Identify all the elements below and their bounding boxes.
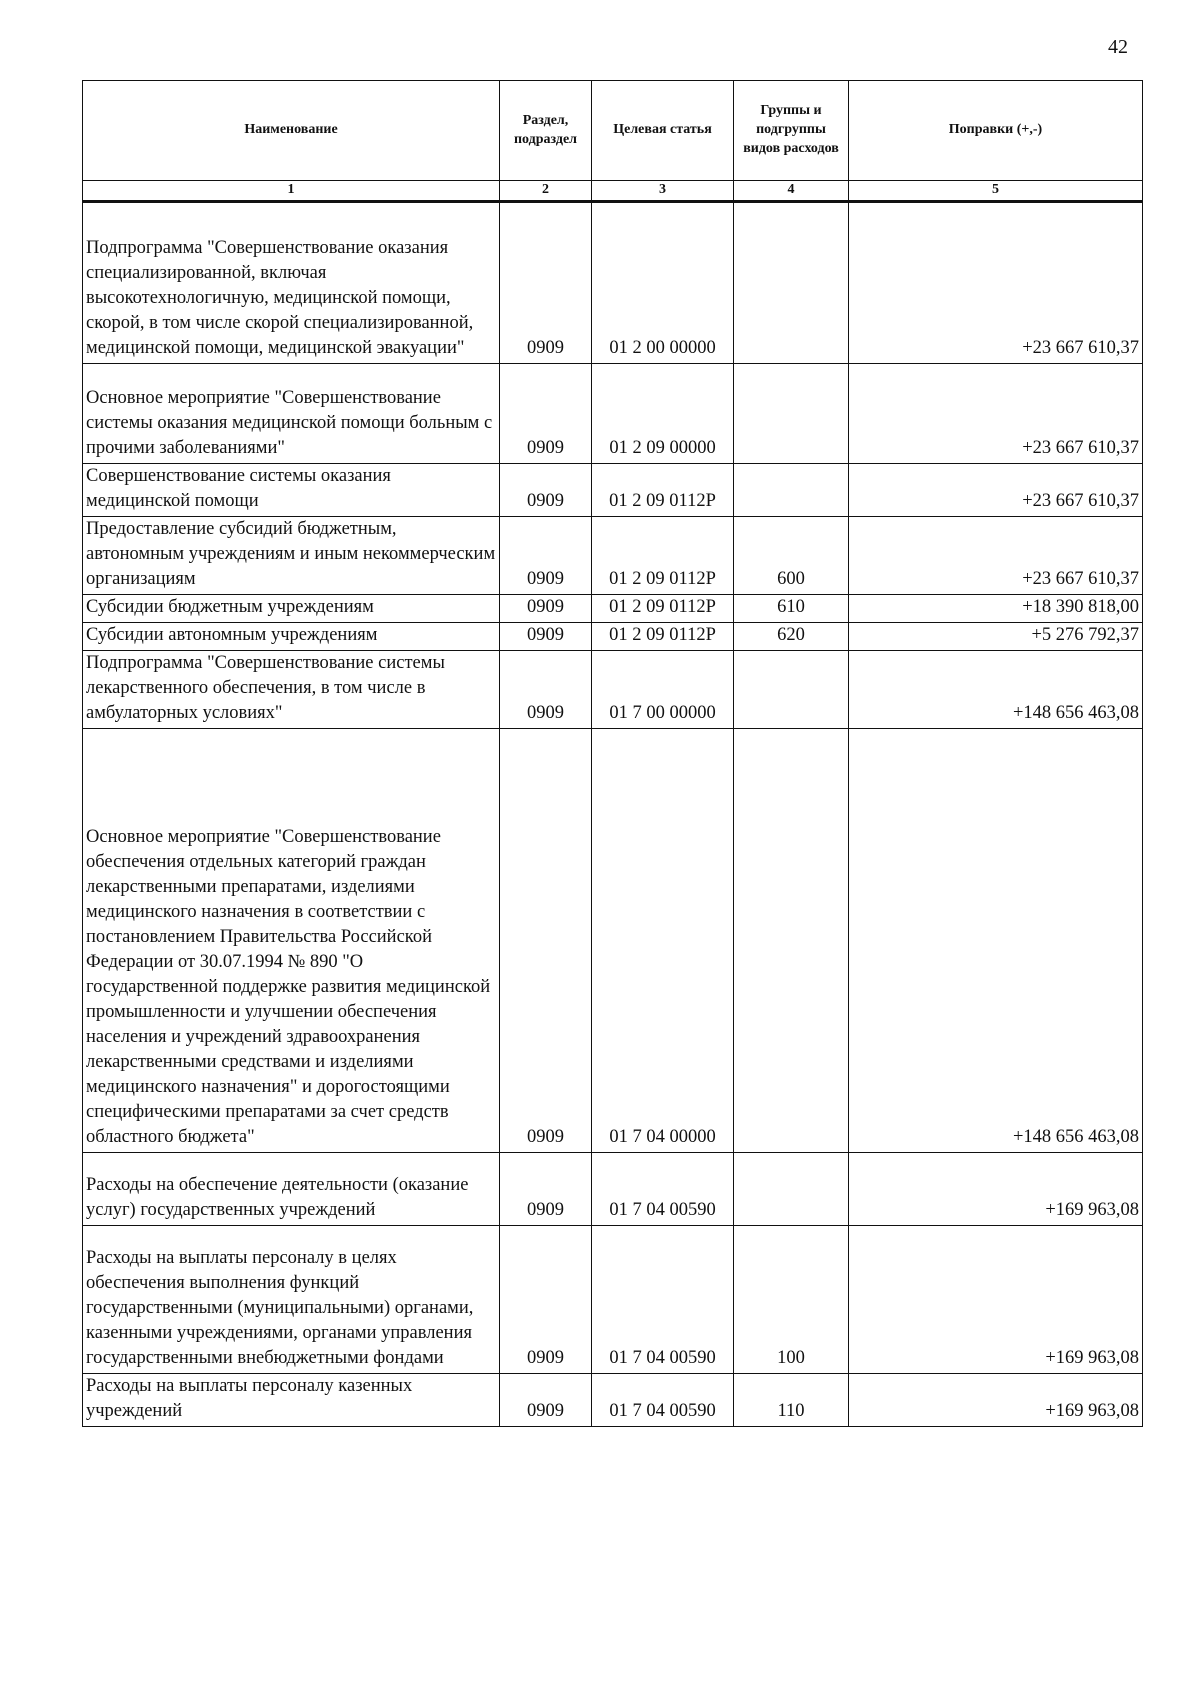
row-section: 0909 <box>500 622 592 650</box>
row-target-article: 01 7 04 00590 <box>592 1225 734 1373</box>
page-number: 42 <box>1108 36 1128 58</box>
table-row <box>83 622 1143 650</box>
row-amount: +148 656 463,08 <box>849 728 1143 1152</box>
row-name: Расходы на обеспечение деятельности (оказание услуг) государственных учреждений <box>83 1152 500 1225</box>
row-expense-group <box>734 728 849 1152</box>
row-target-article: 01 7 04 00000 <box>592 728 734 1152</box>
row-target-article: 01 2 09 0112Р <box>592 622 734 650</box>
row-name: Предоставление субсидий бюджетным, автономным учреждениям и иным некоммерческим организациям <box>83 516 500 594</box>
table-row <box>83 463 1143 516</box>
row-section: 0909 <box>500 201 592 363</box>
row-name: Основное мероприятие "Совершенствование системы оказания медицинской помощи больным с прочими заболеваниями" <box>83 363 500 463</box>
row-amount: +169 963,08 <box>849 1225 1143 1373</box>
row-name: Основное мероприятие "Совершенствование обеспечения отдельных категорий граждан лекарственными препаратами, изделиями медицинского назначения в соответствии с постановлением Правительства Российской Федерации от 30.07.1994 № 890 "О государственной поддержке развития медицинской промышленности и улучшении обеспечения населения и учреждений здравоохранения лекарственными средствами и изделиями медицинского назначения" и дорогостоящими специфическими препаратами за счет средств областного бюджета" <box>83 728 500 1152</box>
row-target-article: 01 2 09 00000 <box>592 363 734 463</box>
row-expense-group <box>734 363 849 463</box>
table-header-row <box>83 81 1143 181</box>
row-expense-group <box>734 650 849 728</box>
column-number: 2 <box>500 181 592 202</box>
row-section: 0909 <box>500 463 592 516</box>
table-row <box>83 516 1143 594</box>
row-target-article: 01 7 00 00000 <box>592 650 734 728</box>
row-name: Подпрограмма "Совершенствование системы лекарственного обеспечения, в том числе в амбулаторных условиях" <box>83 650 500 728</box>
header-target-article: Целевая статья <box>592 81 734 181</box>
row-target-article: 01 2 09 0112Р <box>592 594 734 622</box>
row-target-article: 01 2 00 00000 <box>592 201 734 363</box>
row-amount: +169 963,08 <box>849 1373 1143 1426</box>
row-amount: +23 667 610,37 <box>849 516 1143 594</box>
row-section: 0909 <box>500 728 592 1152</box>
table-row <box>83 594 1143 622</box>
row-expense-group: 620 <box>734 622 849 650</box>
row-target-article: 01 2 09 0112Р <box>592 516 734 594</box>
row-expense-group: 610 <box>734 594 849 622</box>
column-number: 4 <box>734 181 849 202</box>
table-row <box>83 1373 1143 1426</box>
column-number: 5 <box>849 181 1143 202</box>
row-expense-group <box>734 1152 849 1225</box>
row-section: 0909 <box>500 1373 592 1426</box>
table-row <box>83 201 1143 363</box>
row-name: Расходы на выплаты персоналу в целях обеспечения выполнения функций государственными (муниципальными) органами, казенными учреждениями, органами управления государственными внебюджетными фондами <box>83 1225 500 1373</box>
row-amount: +148 656 463,08 <box>849 650 1143 728</box>
row-section: 0909 <box>500 1152 592 1225</box>
table-row <box>83 650 1143 728</box>
row-expense-group: 100 <box>734 1225 849 1373</box>
row-name: Расходы на выплаты персоналу казенных учреждений <box>83 1373 500 1426</box>
row-name: Субсидии автономным учреждениям <box>83 622 500 650</box>
row-section: 0909 <box>500 363 592 463</box>
table-row <box>83 728 1143 1152</box>
header-name: Наименование <box>83 81 500 181</box>
budget-amendments-table <box>82 80 1143 1427</box>
row-target-article: 01 2 09 0112Р <box>592 463 734 516</box>
row-expense-group <box>734 201 849 363</box>
row-section: 0909 <box>500 650 592 728</box>
row-amount: +18 390 818,00 <box>849 594 1143 622</box>
row-section: 0909 <box>500 594 592 622</box>
row-amount: +23 667 610,37 <box>849 463 1143 516</box>
row-section: 0909 <box>500 516 592 594</box>
row-amount: +23 667 610,37 <box>849 201 1143 363</box>
table-row <box>83 363 1143 463</box>
row-expense-group: 600 <box>734 516 849 594</box>
row-name: Подпрограмма "Совершенствование оказания специализированной, включая высокотехнологичную, медицинской помощи, скорой, в том числе скорой специализированной, медицинской помощи, медицинской эвакуации" <box>83 201 500 363</box>
header-expense-group: Группы и подгруппы видов расходов <box>734 81 849 181</box>
row-amount: +5 276 792,37 <box>849 622 1143 650</box>
row-expense-group <box>734 463 849 516</box>
row-name: Субсидии бюджетным учреждениям <box>83 594 500 622</box>
row-expense-group: 110 <box>734 1373 849 1426</box>
row-section: 0909 <box>500 1225 592 1373</box>
column-number: 3 <box>592 181 734 202</box>
header-amendments: Поправки (+,-) <box>849 81 1143 181</box>
row-target-article: 01 7 04 00590 <box>592 1373 734 1426</box>
row-amount: +169 963,08 <box>849 1152 1143 1225</box>
column-number: 1 <box>83 181 500 202</box>
header-section: Раздел, подраздел <box>500 81 592 181</box>
row-amount: +23 667 610,37 <box>849 363 1143 463</box>
row-target-article: 01 7 04 00590 <box>592 1152 734 1225</box>
column-number-row <box>83 181 1143 202</box>
table-row <box>83 1225 1143 1373</box>
table-row <box>83 1152 1143 1225</box>
row-name: Совершенствование системы оказания медицинской помощи <box>83 463 500 516</box>
